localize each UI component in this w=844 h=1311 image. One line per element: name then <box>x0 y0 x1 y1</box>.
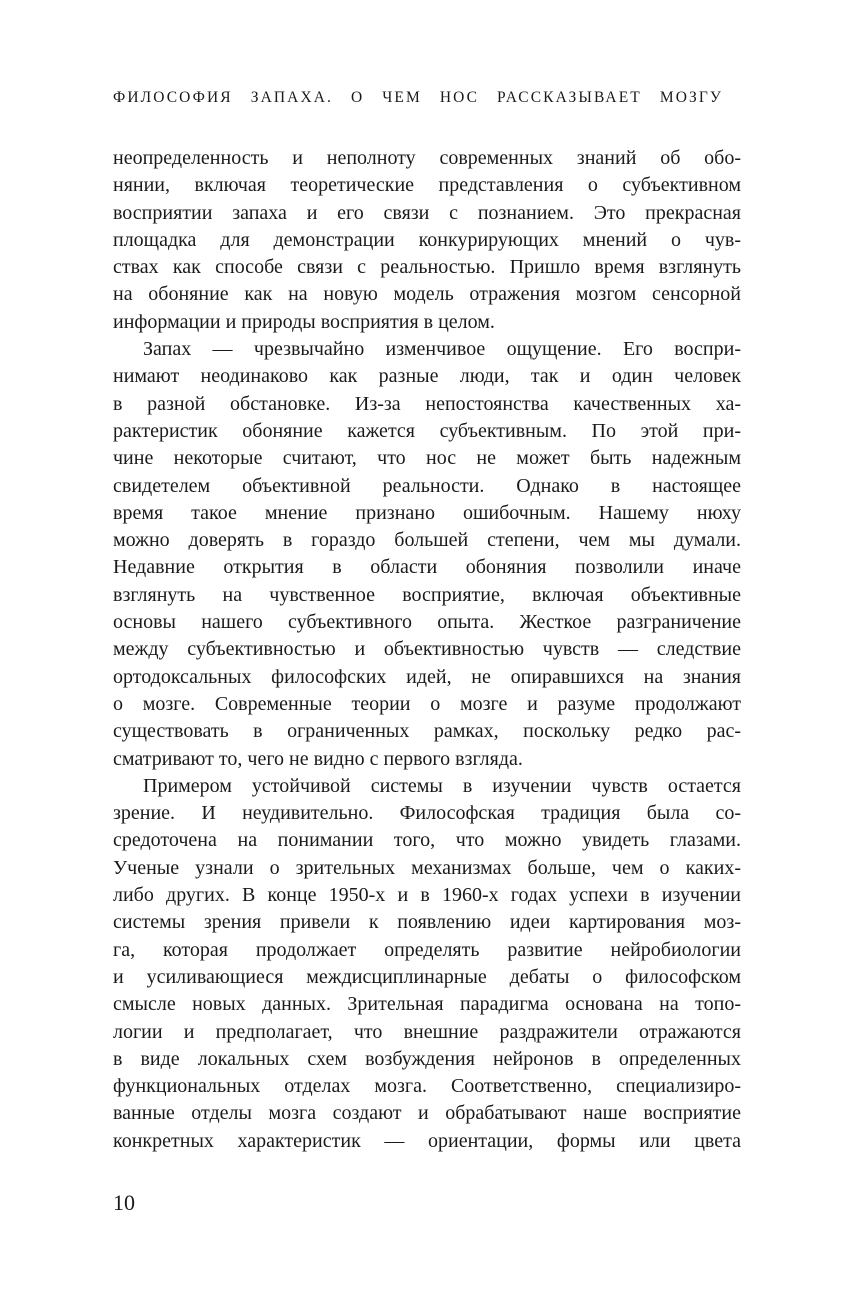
text-line: время такое мнение признано ошибочным. Нашему нюху <box>113 501 741 524</box>
text-line: нянии, включая теоретические представления о субъективном <box>113 174 741 197</box>
text-line: неопределенность и неполноту современных знаний об обо- <box>113 147 741 169</box>
text-line: существовать в ограниченных рамках, поскольку редко рас- <box>113 720 741 743</box>
text-line: Ученые узнали о зрительных механизмах больше, чем о каких- <box>113 856 741 879</box>
text-line: зрение. И неудивительно. Философская традиция была со- <box>113 802 741 825</box>
text-line: и усиливающиеся междисциплинарные дебаты о философском <box>113 965 741 988</box>
body-text <box>113 145 741 1155</box>
text-line: о мозге. Современные теории о мозге и разуме продолжают <box>113 692 741 715</box>
text-line: ванные отделы мозга создают и обрабатывают наше восприятие <box>113 1102 741 1125</box>
text-line: Запах — чрезвычайно изменчивое ощущение. Его воспри- <box>143 338 741 361</box>
text-line: в разной обстановке. Из-за непостоянства качественных ха- <box>113 392 741 415</box>
text-line: сматривают то, чего не видно с первого взгляда. <box>113 747 523 770</box>
text-line: Недавние открытия в области обоняния позволили иначе <box>113 556 741 579</box>
text-line: ствах как способе связи с реальностью. Пришло время взглянуть <box>113 256 741 279</box>
text-line: либо других. В конце 1950-х и в 1960-х годах успехи в изучении <box>113 884 741 907</box>
text-line: функциональных отделах мозга. Соответственно, специализиро- <box>113 1075 741 1098</box>
text-line: между субъективностью и объективностью чувств — следствие <box>113 638 741 661</box>
text-line: чине некоторые считают, что нос не может быть надежным <box>113 447 741 470</box>
paragraph <box>113 145 741 336</box>
text-line: основы нашего субъективного опыта. Жесткое разграничение <box>113 611 741 634</box>
text-line: Примером устойчивой системы в изучении чувств остается <box>143 774 741 797</box>
text-line: смысле новых данных. Зрительная парадигма основана на топо- <box>113 993 741 1016</box>
text-line: площадка для демонстрации конкурирующих мнений о чув- <box>113 228 741 251</box>
text-line: средоточена на понимании того, что можно увидеть глазами. <box>113 829 741 852</box>
text-line: конкретных характеристик — ориентации, формы или цвета <box>113 1129 741 1152</box>
text-line: информации и природы восприятия в целом. <box>113 310 495 333</box>
text-line: можно доверять в гораздо большей степени, чем мы думали. <box>113 529 741 552</box>
text-line: взглянуть на чувственное восприятие, включая объективные <box>113 583 741 606</box>
paragraph <box>113 773 741 1155</box>
text-line: нимают неодинаково как разные люди, так и один человек <box>113 365 741 388</box>
text-line: свидетелем объективной реальности. Однако в настоящее <box>113 474 741 497</box>
text-line: ортодоксальных философских идей, не опиравшихся на знания <box>113 665 741 688</box>
text-line: системы зрения привели к появлению идеи картирования моз- <box>113 911 741 934</box>
text-line: восприятии запаха и его связи с познанием. Это прекрасная <box>113 201 741 224</box>
running-header: ФИЛОСОФИЯ ЗАПАХА. О ЧЕМ НОС РАССКАЗЫВАЕТ МОЗГУ <box>113 89 723 106</box>
text-line: га, которая продолжает определять развитие нейробиологии <box>113 938 741 961</box>
paragraph <box>113 336 741 773</box>
text-line: логии и предполагает, что внешние раздражители отражаются <box>113 1020 741 1043</box>
text-line: рактеристик обоняние кажется субъективным. По этой при- <box>113 419 741 442</box>
page-number: 10 <box>113 1190 135 1215</box>
text-line: в виде локальных схем возбуждения нейронов в определенных <box>113 1047 741 1070</box>
text-line: на обоняние как на новую модель отражения мозгом сенсорной <box>113 283 741 306</box>
